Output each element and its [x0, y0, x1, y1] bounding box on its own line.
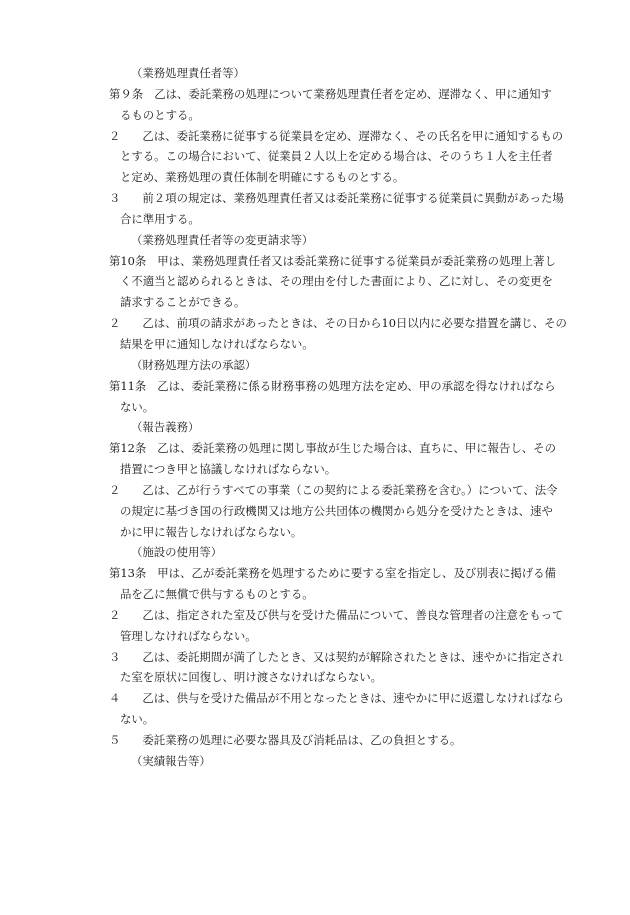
- sub-paragraph: [109, 730, 549, 751]
- paragraph-first-line: [109, 647, 564, 668]
- paragraph-text: 乙は、委託期間が満了したとき、又は契約が解除されたときは、速やかに指定され: [142, 649, 564, 664]
- article-heading: （業務処理責任者等の変更請求等）: [131, 232, 314, 247]
- paragraph-text: 乙は、委託業務に従事する従業員を定め、遅滞なく、その氏名を甲に通知するもの: [142, 128, 564, 143]
- paragraph-number: ２: [109, 316, 121, 331]
- paragraph-continuation-line: 結果を甲に通知しなければならない。: [120, 336, 314, 351]
- paragraph-first-line: [109, 376, 556, 397]
- paragraph-continuation-line: ない。: [120, 712, 155, 727]
- paragraph-text: 乙は、委託業務の処理に関し事故が生じた場合は、直ちに、甲に報告し、その: [157, 441, 556, 456]
- paragraph-continuation-line: 管理しなければならない。: [120, 628, 257, 643]
- paragraph-text: 委託業務の処理に必要な器具及び消耗品は、乙の負担とする。: [142, 733, 462, 747]
- paragraph-continuation-line: 合に準用する。: [120, 211, 200, 226]
- paragraph-first-line: [109, 188, 564, 209]
- paragraph-first-line: [109, 688, 564, 709]
- paragraph-continuation-line: とする。この場合において、従業員２人以上を定める場合は、そのうち１人を主任者: [120, 149, 553, 164]
- paragraph-number: ２: [109, 128, 121, 143]
- sub-paragraph: [109, 605, 564, 647]
- article-number: 第12条: [109, 441, 147, 456]
- sub-paragraph: [109, 647, 564, 689]
- paragraph-text: 乙は、委託業務に係る財務事務の処理方法を定め、甲の承認を得なければなら: [157, 378, 556, 393]
- paragraph-continuation-line: 請求することができる。: [120, 295, 246, 310]
- paragraph-text: 乙は、前項の請求があったときは、その日から10日以内に必要な措置を講じ、その: [142, 316, 567, 331]
- paragraph-continuation-line: の規定に基づき国の行政機関又は地方公共団体の機関から処分を受けたときは、速や: [120, 503, 553, 518]
- paragraph-text: 前２項の規定は、業務処理責任者又は委託業務に従事する従業員に異動があった場: [142, 191, 564, 206]
- article-paragraph: [109, 376, 556, 418]
- sub-paragraph: [109, 688, 564, 730]
- paragraph-text: 甲は、業務処理責任者又は委託業務に従事する従業員が委託業務の処理上著し: [157, 253, 556, 268]
- paragraph-text: 甲は、乙が委託業務を処理するために要する室を指定し、及び別表に掲げる備: [157, 566, 556, 581]
- article-heading: （業務処理責任者等）: [131, 66, 245, 80]
- article-number: 第11条: [109, 378, 147, 393]
- paragraph-continuation-line: ない。: [120, 399, 155, 414]
- paragraph-continuation-line: 品を乙に無償で供与するものとする。: [120, 587, 314, 602]
- article-paragraph: [109, 438, 556, 480]
- article-number: 第10条: [109, 253, 147, 268]
- paragraph-text: 乙は、指定された室及び供与を受けた備品について、善良な管理者の注意をもって: [142, 607, 564, 622]
- article-paragraph: [109, 84, 552, 126]
- paragraph-number: ２: [109, 607, 121, 622]
- article-heading: （報告義務）: [131, 420, 200, 435]
- sub-paragraph: [109, 480, 558, 543]
- paragraph-text: 乙は、供与を受けた備品が不用となったときは、速やかに甲に返還しなければなら: [142, 691, 564, 706]
- paragraph-first-line: [109, 730, 549, 751]
- paragraph-number: ３: [109, 191, 121, 206]
- article-paragraph: [109, 563, 556, 605]
- paragraph-first-line: [109, 438, 556, 459]
- article-heading: （施設の使用等）: [131, 545, 223, 560]
- article-heading: （実績報告等）: [131, 753, 211, 768]
- paragraph-number: ４: [109, 691, 121, 706]
- paragraph-text: 乙は、委託業務の処理について業務処理責任者を定め、遅滞なく、甲に通知す: [154, 86, 552, 101]
- sub-paragraph: [109, 126, 564, 189]
- paragraph-continuation-line: 措置につき甲と協議しなければならない。: [120, 462, 337, 477]
- paragraph-continuation-line: た室を原状に回復し、明け渡さなければならない。: [120, 670, 382, 685]
- article-number: 第９条: [109, 86, 144, 101]
- paragraph-first-line: [109, 563, 556, 584]
- paragraph-first-line: [109, 126, 564, 147]
- sub-paragraph: [109, 188, 564, 230]
- paragraph-continuation-line: と定め、業務処理の責任体制を明確にするものとする。: [120, 170, 405, 185]
- paragraph-continuation-line: るものとする。: [120, 107, 200, 122]
- paragraph-first-line: [109, 313, 567, 334]
- paragraph-number: ５: [109, 733, 121, 747]
- paragraph-continuation-line: く不適当と認められるときは、その理由を付した書面により、乙に対し、その変更を: [120, 274, 553, 289]
- document-page: [109, 63, 567, 772]
- paragraph-first-line: [109, 480, 558, 501]
- paragraph-first-line: [109, 251, 556, 272]
- article-number: 第13条: [109, 566, 147, 581]
- paragraph-text: 乙は、乙が行うすべての事業（この契約による委託業務を含む。）について、法令: [142, 482, 558, 497]
- paragraph-continuation-line: かに甲に報告しなければならない。: [120, 524, 303, 539]
- sub-paragraph: [109, 313, 567, 355]
- paragraph-number: ３: [109, 649, 121, 664]
- article-heading: （財務処理方法の承認）: [131, 357, 257, 372]
- paragraph-number: ２: [109, 482, 121, 497]
- paragraph-first-line: [109, 84, 552, 105]
- article-paragraph: [109, 251, 556, 314]
- paragraph-first-line: [109, 605, 564, 626]
